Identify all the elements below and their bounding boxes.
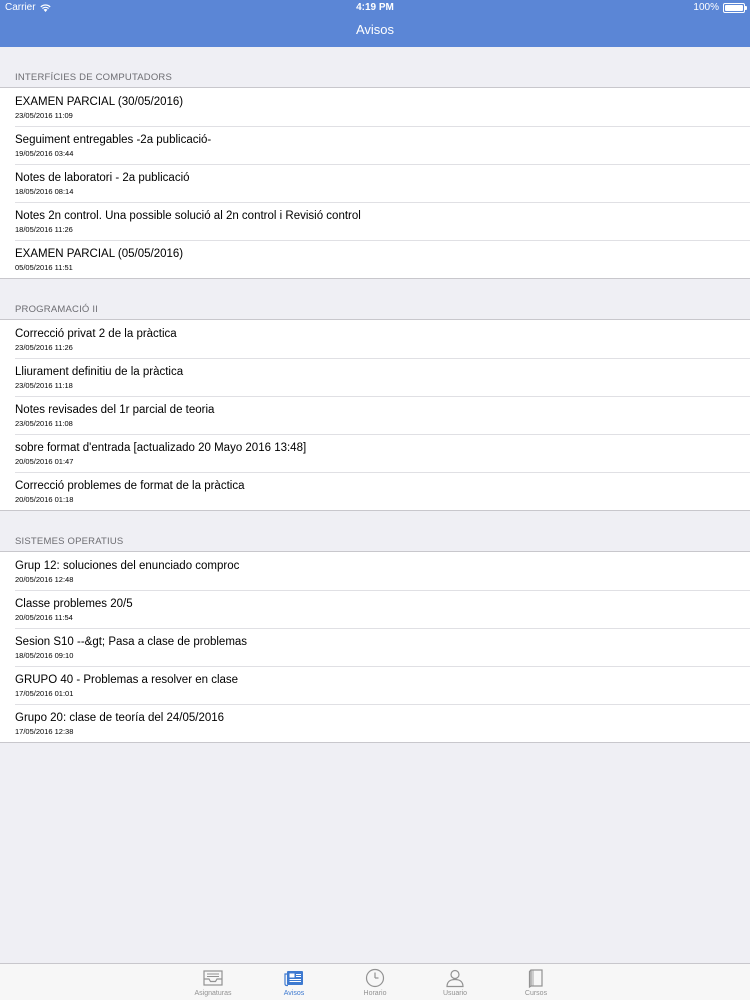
battery-percent: 100%: [693, 2, 719, 13]
status-time: 4:19 PM: [356, 2, 394, 13]
list-item[interactable]: [0, 88, 750, 126]
item-title: Notes revisades del 1r parcial de teoria: [15, 404, 215, 416]
item-date: 23/05/2016 11:26: [15, 343, 73, 352]
item-date: 23/05/2016 11:09: [15, 111, 73, 120]
item-title: Correcció privat 2 de la pràctica: [15, 328, 177, 340]
item-title: Notes 2n control. Una possible solució al 2n control i Revisió control: [15, 210, 361, 222]
section-header: SISTEMES OPERATIUS: [0, 511, 750, 552]
item-title: Classe problemes 20/5: [15, 598, 133, 610]
list-item[interactable]: [0, 552, 750, 590]
list-item[interactable]: [0, 434, 750, 472]
item-date: 20/05/2016 01:47: [15, 457, 74, 466]
item-date: 20/05/2016 11:54: [15, 613, 73, 622]
item-date: 05/05/2016 11:51: [15, 263, 73, 272]
tab-label: Horario: [363, 990, 387, 997]
item-date: 18/05/2016 08:14: [15, 187, 74, 196]
tab-bar: [0, 963, 750, 1000]
list-item[interactable]: [0, 628, 750, 666]
item-title: EXAMEN PARCIAL (05/05/2016): [15, 248, 184, 260]
tab-asignaturas[interactable]: [173, 964, 253, 1000]
navigation-header: [0, 0, 750, 47]
item-title: GRUPO 40 - Problemas a resolver en clase: [15, 674, 239, 686]
tab-horario[interactable]: [335, 964, 415, 1000]
tab-usuario[interactable]: [415, 964, 495, 1000]
item-title: Seguiment entregables -2a publicació-: [15, 134, 212, 146]
item-title: Grupo 20: clase de teoría del 24/05/2016: [15, 712, 225, 724]
tab-label: Usuario: [442, 990, 468, 997]
item-date: 17/05/2016 01:01: [15, 689, 74, 698]
item-date: 20/05/2016 01:18: [15, 495, 74, 504]
section-header: INTERFÍCIES DE COMPUTADORS: [0, 47, 750, 88]
tab-label: Asignaturas: [194, 990, 232, 997]
tab-cursos[interactable]: [496, 964, 576, 1000]
newspaper-icon: [283, 968, 305, 988]
list-item[interactable]: [0, 320, 750, 358]
person-icon: [444, 968, 466, 988]
item-title: Lliurament definitiu de la pràctica: [15, 366, 184, 378]
item-date: 20/05/2016 12:48: [15, 575, 74, 584]
item-date: 23/05/2016 11:08: [15, 419, 73, 428]
tab-label: Avisos: [283, 990, 305, 997]
clock-icon: [364, 968, 386, 988]
list-item[interactable]: [0, 472, 750, 510]
item-title: Correcció problemes de format de la pràctica: [15, 480, 245, 492]
list-item[interactable]: [0, 590, 750, 628]
item-date: 18/05/2016 11:26: [15, 225, 73, 234]
list-item[interactable]: [0, 396, 750, 434]
item-title: Notes de laboratori - 2a publicació: [15, 172, 190, 184]
section-interficies: [0, 88, 750, 279]
tab-label: Cursos: [524, 990, 548, 997]
battery-icon: [723, 3, 745, 13]
list-item[interactable]: [0, 358, 750, 396]
carrier-label: Carrier: [5, 2, 36, 13]
section-header: PROGRAMACIÓ II: [0, 279, 750, 320]
list-item[interactable]: [0, 164, 750, 202]
item-date: 17/05/2016 12:38: [15, 727, 74, 736]
item-title: EXAMEN PARCIAL (30/05/2016): [15, 96, 184, 108]
battery-indicator: [693, 2, 745, 13]
item-date: 19/05/2016 03:44: [15, 149, 74, 158]
section-sistemes: [0, 552, 750, 743]
item-title: Grup 12: soluciones del enunciado comproc: [15, 560, 240, 572]
inbox-tray-icon: [202, 968, 224, 988]
list-item[interactable]: [0, 202, 750, 240]
status-bar: [0, 0, 750, 16]
announcements-list[interactable]: [0, 47, 750, 743]
list-item[interactable]: [0, 704, 750, 742]
page-title: Avisos: [355, 22, 395, 37]
item-date: 18/05/2016 09:10: [15, 651, 74, 660]
book-icon: [525, 968, 547, 988]
tab-avisos[interactable]: [254, 964, 334, 1000]
list-item[interactable]: [0, 126, 750, 164]
item-date: 23/05/2016 11:18: [15, 381, 73, 390]
list-item[interactable]: [0, 240, 750, 278]
item-title: Sesion S10 --&gt; Pasa a clase de problemas: [15, 636, 248, 648]
item-title: sobre format d'entrada [actualizado 20 Mayo 2016 13:48]: [15, 442, 307, 454]
list-item[interactable]: [0, 666, 750, 704]
section-programacio: [0, 320, 750, 511]
